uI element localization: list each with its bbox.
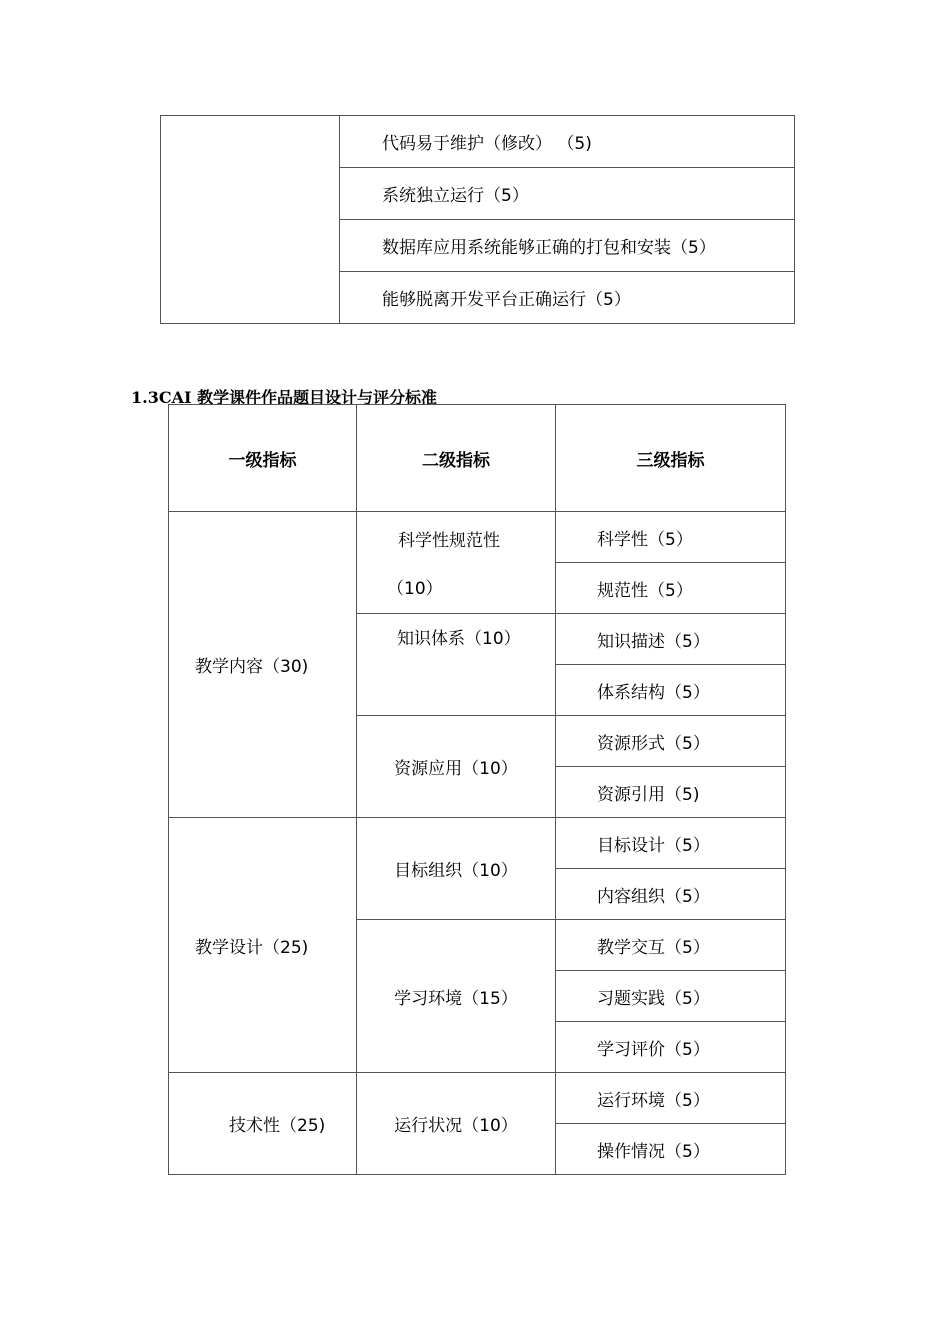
level3-cell: 知识描述（5） (556, 614, 786, 665)
header-level3: 三级指标 (556, 405, 786, 512)
level3-cell: 资源引用（5) (556, 767, 786, 818)
level2-running-status: 运行状况（10） (357, 1073, 556, 1175)
cai-scoring-table (168, 404, 786, 1175)
level2-goal-organization: 目标组织（10） (357, 818, 556, 920)
level1-technical: 技术性（25) (169, 1073, 357, 1175)
header-level2: 二级指标 (357, 405, 556, 512)
criteria-row: 能够脱离开发平台正确运行（5） (340, 272, 795, 324)
header-level1: 一级指标 (169, 405, 357, 512)
level2-knowledge-system: 知识体系（10） (357, 614, 556, 716)
level2-science-line1: 科学性规范性 (398, 531, 500, 551)
level3-cell: 内容组织（5） (556, 869, 786, 920)
criteria-row: 代码易于维护（修改） （5) (340, 116, 795, 168)
level2-science-line2: （10） (387, 579, 443, 599)
level2-science-norm (357, 512, 556, 614)
level3-cell: 科学性（5） (556, 512, 786, 563)
level3-cell: 目标设计（5） (556, 818, 786, 869)
criteria-row: 数据库应用系统能够正确的打包和安装（5） (340, 220, 795, 272)
level2-resource-use: 资源应用（10） (357, 716, 556, 818)
level3-cell: 运行环境（5） (556, 1073, 786, 1124)
level1-teaching-content: 教学内容（30) (169, 512, 357, 818)
level1-teaching-design: 教学设计（25) (169, 818, 357, 1073)
level3-cell: 资源形式（5） (556, 716, 786, 767)
level3-cell: 教学交互（5） (556, 920, 786, 971)
level2-learning-environment: 学习环境（15） (357, 920, 556, 1073)
criteria-table-continued (160, 115, 795, 324)
level3-cell: 习题实践（5） (556, 971, 786, 1022)
criteria-row: 系统独立运行（5） (340, 168, 795, 220)
level3-cell: 学习评价（5） (556, 1022, 786, 1073)
level3-cell: 操作情况（5） (556, 1124, 786, 1175)
level3-cell: 体系结构（5） (556, 665, 786, 716)
empty-category-cell (161, 116, 340, 324)
level3-cell: 规范性（5） (556, 563, 786, 614)
section-heading: 1.3CAI 教学课件作品题目设计与评分标准 (131, 388, 438, 407)
